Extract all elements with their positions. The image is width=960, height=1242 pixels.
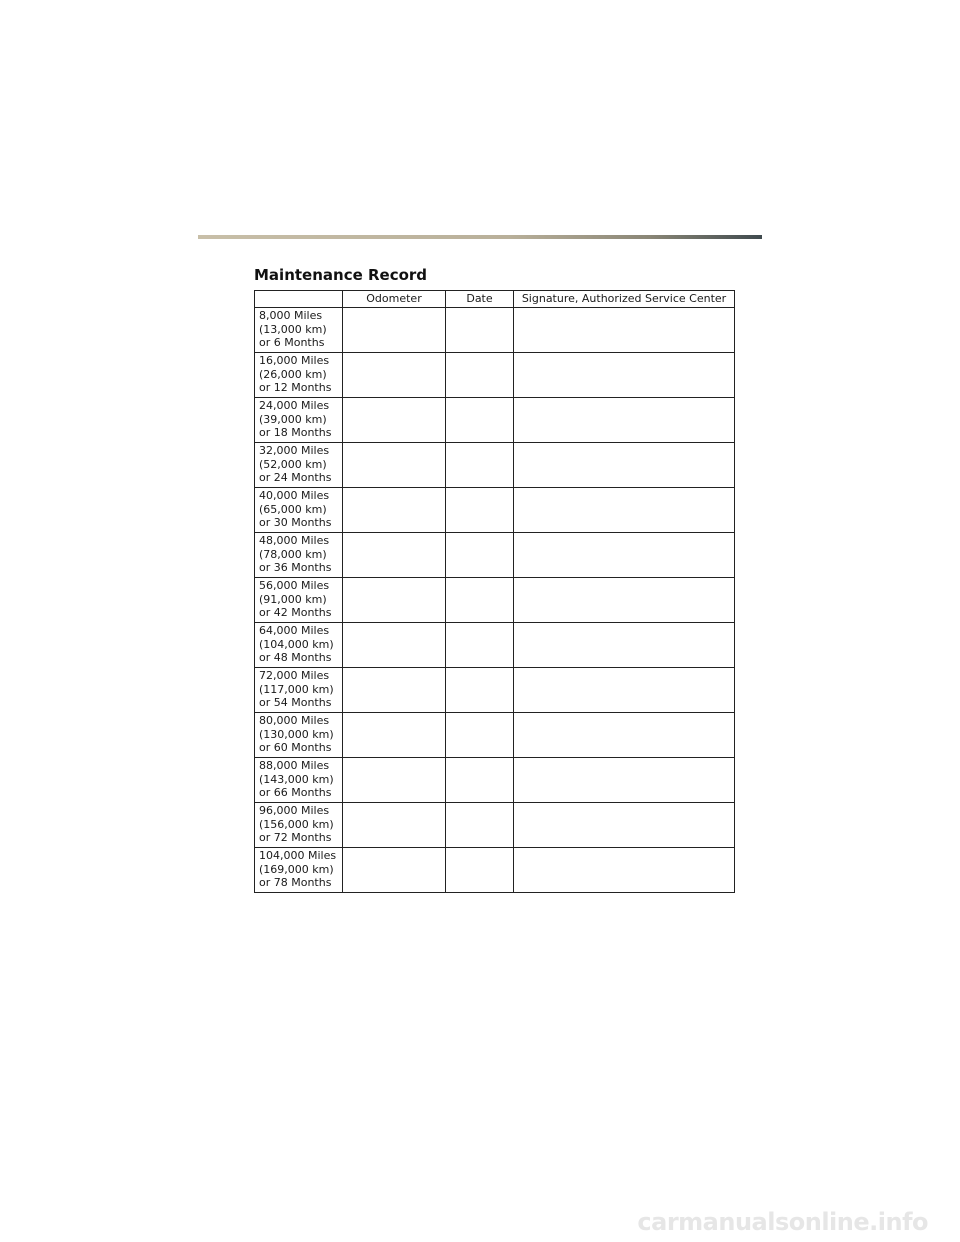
date-cell[interactable] <box>446 623 514 668</box>
signature-cell[interactable] <box>514 443 735 488</box>
interval-cell <box>255 848 343 893</box>
table-row <box>255 668 735 713</box>
interval-miles: 88,000 Miles <box>259 759 330 772</box>
interval-km: (52,000 km) <box>259 457 327 471</box>
interval-months: or 66 Months <box>259 786 332 799</box>
table-row <box>255 758 735 803</box>
date-cell[interactable] <box>446 443 514 488</box>
interval-months: or 24 Months <box>259 471 332 484</box>
maintenance-record-table <box>254 290 735 893</box>
interval-miles: 32,000 Miles <box>259 444 330 457</box>
signature-cell[interactable] <box>514 623 735 668</box>
date-cell[interactable] <box>446 578 514 623</box>
signature-cell[interactable] <box>514 668 735 713</box>
interval-cell <box>255 668 343 713</box>
date-cell[interactable] <box>446 713 514 758</box>
odometer-cell[interactable] <box>343 488 446 533</box>
interval-cell <box>255 533 343 578</box>
date-cell[interactable] <box>446 488 514 533</box>
interval-cell <box>255 353 343 398</box>
signature-cell[interactable] <box>514 578 735 623</box>
interval-km: (156,000 km) <box>259 817 334 831</box>
odometer-cell[interactable] <box>343 803 446 848</box>
date-cell[interactable] <box>446 398 514 443</box>
interval-months: or 30 Months <box>259 516 332 529</box>
interval-miles: 24,000 Miles <box>259 399 330 412</box>
interval-miles: 16,000 Miles <box>259 354 330 367</box>
interval-miles: 80,000 Miles <box>259 714 330 727</box>
interval-months: or 18 Months <box>259 426 332 439</box>
interval-cell <box>255 578 343 623</box>
date-cell[interactable] <box>446 668 514 713</box>
date-cell[interactable] <box>446 308 514 353</box>
date-cell[interactable] <box>446 353 514 398</box>
table-row <box>255 623 735 668</box>
odometer-cell[interactable] <box>343 758 446 803</box>
interval-months: or 48 Months <box>259 651 332 664</box>
interval-km: (130,000 km) <box>259 727 334 741</box>
interval-miles: 56,000 Miles <box>259 579 330 592</box>
signature-cell[interactable] <box>514 533 735 578</box>
odometer-cell[interactable] <box>343 623 446 668</box>
interval-km: (39,000 km) <box>259 412 327 426</box>
odometer-cell[interactable] <box>343 533 446 578</box>
odometer-cell[interactable] <box>343 713 446 758</box>
interval-miles: 64,000 Miles <box>259 624 330 637</box>
interval-km: (169,000 km) <box>259 862 334 876</box>
table-row <box>255 533 735 578</box>
table-row <box>255 398 735 443</box>
interval-cell <box>255 488 343 533</box>
header-divider <box>198 235 762 239</box>
odometer-cell[interactable] <box>343 398 446 443</box>
table-row <box>255 848 735 893</box>
interval-miles: 8,000 Miles <box>259 309 323 322</box>
date-cell[interactable] <box>446 758 514 803</box>
column-header-odometer: Odometer <box>343 291 446 308</box>
odometer-cell[interactable] <box>343 353 446 398</box>
odometer-cell[interactable] <box>343 308 446 353</box>
table-row <box>255 713 735 758</box>
interval-cell <box>255 398 343 443</box>
interval-months: or 78 Months <box>259 876 332 889</box>
interval-cell <box>255 803 343 848</box>
interval-km: (91,000 km) <box>259 592 327 606</box>
signature-cell[interactable] <box>514 308 735 353</box>
site-watermark: carmanualsonline.info <box>637 1208 928 1236</box>
interval-km: (104,000 km) <box>259 637 334 651</box>
signature-cell[interactable] <box>514 848 735 893</box>
table-header-row <box>255 291 735 308</box>
interval-months: or 60 Months <box>259 741 332 754</box>
interval-km: (78,000 km) <box>259 547 327 561</box>
signature-cell[interactable] <box>514 353 735 398</box>
interval-miles: 48,000 Miles <box>259 534 330 547</box>
table-row <box>255 353 735 398</box>
section-title: Maintenance Record <box>254 266 428 284</box>
interval-cell <box>255 443 343 488</box>
interval-cell <box>255 758 343 803</box>
interval-km: (13,000 km) <box>259 322 327 336</box>
interval-km: (117,000 km) <box>259 682 334 696</box>
interval-miles: 104,000 Miles <box>259 849 337 862</box>
column-header-interval <box>255 291 343 308</box>
odometer-cell[interactable] <box>343 443 446 488</box>
table-row <box>255 308 735 353</box>
interval-months: or 54 Months <box>259 696 332 709</box>
interval-cell <box>255 623 343 668</box>
signature-cell[interactable] <box>514 803 735 848</box>
interval-km: (143,000 km) <box>259 772 334 786</box>
interval-months: or 6 Months <box>259 336 325 349</box>
signature-cell[interactable] <box>514 398 735 443</box>
interval-cell <box>255 713 343 758</box>
interval-months: or 12 Months <box>259 381 332 394</box>
interval-miles: 96,000 Miles <box>259 804 330 817</box>
odometer-cell[interactable] <box>343 668 446 713</box>
signature-cell[interactable] <box>514 758 735 803</box>
column-header-signature: Signature, Authorized Service Center <box>514 291 735 308</box>
interval-cell <box>255 308 343 353</box>
signature-cell[interactable] <box>514 713 735 758</box>
odometer-cell[interactable] <box>343 848 446 893</box>
interval-months: or 72 Months <box>259 831 332 844</box>
date-cell[interactable] <box>446 848 514 893</box>
interval-months: or 36 Months <box>259 561 332 574</box>
interval-months: or 42 Months <box>259 606 332 619</box>
table-row <box>255 803 735 848</box>
odometer-cell[interactable] <box>343 578 446 623</box>
column-header-date: Date <box>446 291 514 308</box>
table-row <box>255 443 735 488</box>
interval-miles: 40,000 Miles <box>259 489 330 502</box>
interval-km: (65,000 km) <box>259 502 327 516</box>
signature-cell[interactable] <box>514 488 735 533</box>
interval-km: (26,000 km) <box>259 367 327 381</box>
table-row <box>255 488 735 533</box>
interval-miles: 72,000 Miles <box>259 669 330 682</box>
date-cell[interactable] <box>446 533 514 578</box>
date-cell[interactable] <box>446 803 514 848</box>
table-row <box>255 578 735 623</box>
